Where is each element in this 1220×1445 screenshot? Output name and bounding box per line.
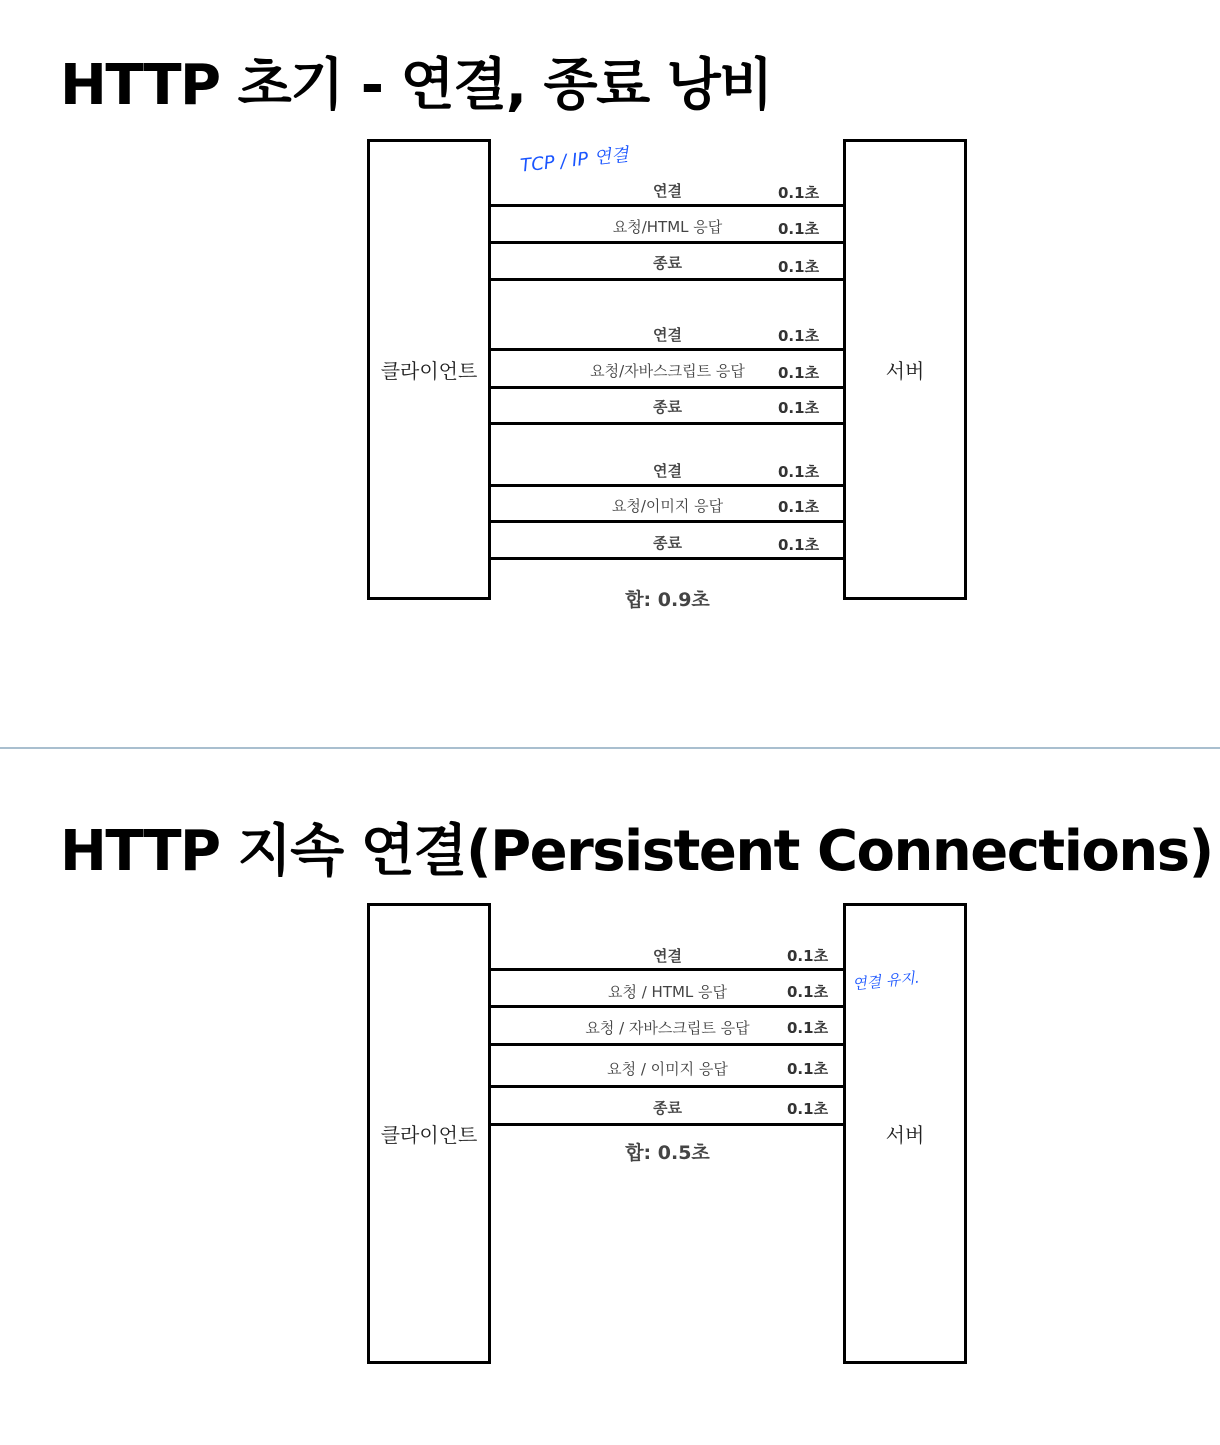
section1-step-label: 연결	[653, 182, 682, 200]
section1-total: 합: 0.9초	[625, 589, 710, 611]
section1-step-label: 종료	[653, 534, 682, 552]
section1-step-time: 0.1초	[778, 463, 820, 481]
section2-client-box	[367, 903, 491, 1364]
section1-separator-line	[490, 422, 845, 425]
section1-step-label: 연결	[653, 326, 682, 344]
section1-step-time: 0.1초	[778, 536, 820, 554]
section1-server-label: 서버	[885, 359, 925, 383]
section1-separator-line	[490, 386, 845, 389]
section1-step-label: 종료	[653, 398, 682, 416]
section2-step-label: 요청 / 자바스크립트 응답	[585, 1019, 750, 1037]
section2-handwritten-note: 연결 유지.	[851, 968, 921, 994]
section2-separator-line	[490, 1043, 845, 1046]
section2-separator-line	[490, 1085, 845, 1088]
section1-step-label: 연결	[653, 462, 682, 480]
section1-separator-line	[490, 241, 845, 244]
section2-step-label: 요청 / 이미지 응답	[607, 1060, 728, 1078]
section1-separator-line	[490, 557, 845, 560]
section2-step-label: 요청 / HTML 응답	[607, 983, 728, 1001]
section2-separator-line	[490, 1123, 845, 1126]
section1-client-box	[367, 139, 491, 600]
section1-step-time: 0.1초	[778, 327, 820, 345]
section1-separator-line	[490, 348, 845, 351]
section2-server-label: 서버	[885, 1123, 925, 1147]
section1-step-label: 요청/HTML 응답	[612, 218, 723, 236]
section1-separator-line	[490, 520, 845, 523]
section2-separator-line	[490, 968, 845, 971]
section1-step-label: 요청/이미지 응답	[611, 497, 724, 515]
section1-step-time: 0.1초	[778, 399, 820, 417]
section2-client-label: 클라이언트	[380, 1123, 478, 1147]
section1-step-time: 0.1초	[778, 220, 820, 238]
section2-step-label: 연결	[653, 947, 682, 965]
section1-separator-line	[490, 484, 845, 487]
section2-step-time: 0.1초	[787, 1060, 829, 1078]
section1-step-label: 종료	[653, 254, 682, 272]
section2-step-time: 0.1초	[787, 1019, 829, 1037]
section1-handwritten-note: TCP / IP 연결	[519, 144, 630, 177]
section1-title: HTTP 초기 - 연결, 종료 낭비	[60, 53, 772, 118]
section-divider	[0, 747, 1220, 749]
section2-separator-line	[490, 1005, 845, 1008]
section2-step-time: 0.1초	[787, 983, 829, 1001]
section1-step-time: 0.1초	[778, 184, 820, 202]
section2-step-time: 0.1초	[787, 947, 829, 965]
section1-step-time: 0.1초	[778, 364, 820, 382]
section1-step-time: 0.1초	[778, 258, 820, 276]
section2-total: 합: 0.5초	[625, 1142, 710, 1164]
section1-separator-line	[490, 204, 845, 207]
section1-separator-line	[490, 278, 845, 281]
section1-step-label: 요청/자바스크립트 응답	[590, 362, 745, 380]
section2-step-label: 종료	[653, 1099, 682, 1117]
section1-step-time: 0.1초	[778, 498, 820, 516]
section2-title: HTTP 지속 연결(Persistent Connections)	[60, 819, 1213, 884]
section1-server-box	[843, 139, 967, 600]
section1-client-label: 클라이언트	[380, 359, 478, 383]
section2-step-time: 0.1초	[787, 1100, 829, 1118]
